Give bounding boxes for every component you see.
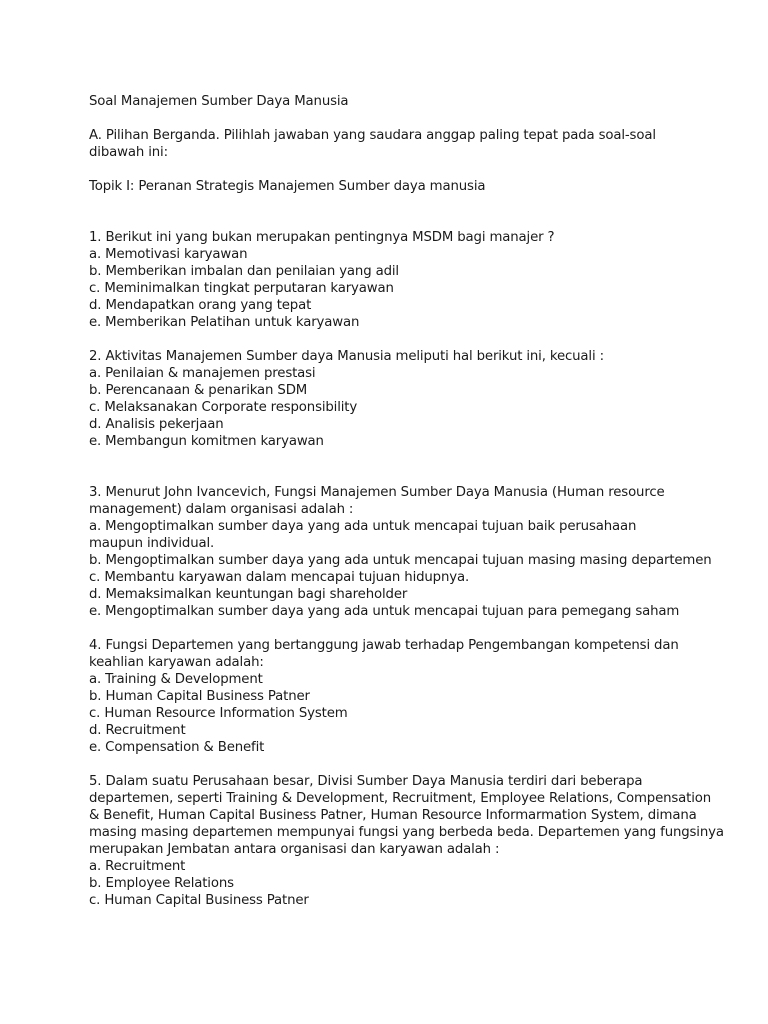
- answer-option: e. Membangun komitmen karyawan: [89, 434, 324, 449]
- answer-option: a. Memotivasi karyawan: [89, 247, 248, 262]
- answer-option: c. Membantu karyawan dalam mencapai tujuan hidupnya.: [89, 570, 470, 585]
- question-text: 1. Berikut ini yang bukan merupakan pentingnya MSDM bagi manajer ?: [89, 230, 555, 245]
- answer-option: d. Memaksimalkan keuntungan bagi shareholder: [89, 587, 408, 602]
- answer-option: b. Perencanaan & penarikan SDM: [89, 383, 308, 398]
- answer-option: d. Recruitment: [89, 723, 186, 738]
- answer-option: d. Mendapatkan orang yang tepat: [89, 298, 312, 313]
- question-text: keahlian karyawan adalah:: [89, 655, 264, 670]
- instruction-line: dibawah ini:: [89, 145, 168, 160]
- instruction-line: A. Pilihan Berganda. Pilihlah jawaban yang saudara anggap paling tepat pada soal-soal: [89, 128, 656, 143]
- answer-option: c. Meminimalkan tingkat perputaran karyawan: [89, 281, 394, 296]
- answer-option: e. Mengoptimalkan sumber daya yang ada untuk mencapai tujuan para pemegang saham: [89, 604, 680, 619]
- question-text: 5. Dalam suatu Perusahaan besar, Divisi Sumber Daya Manusia terdiri dari beberapa: [89, 774, 643, 789]
- question-4: [89, 637, 689, 756]
- question-text: 3. Menurut John Ivancevich, Fungsi Manajemen Sumber Daya Manusia (Human resource: [89, 485, 665, 500]
- question-text: 2. Aktivitas Manajemen Sumber daya Manusia meliputi hal berikut ini, kecuali :: [89, 349, 604, 364]
- answer-option: c. Human Capital Business Patner: [89, 893, 309, 908]
- answer-option: b. Human Capital Business Patner: [89, 689, 310, 704]
- question-text: 4. Fungsi Departemen yang bertanggung jawab terhadap Pengembangan kompetensi dan: [89, 638, 679, 653]
- question-text: masing masing departemen mempunyai fungsi yang berbeda beda. Departemen yang fungsinya: [89, 825, 724, 840]
- answer-option: a. Penilaian & manajemen prestasi: [89, 366, 316, 381]
- question-5: [89, 773, 724, 909]
- question-text: management) dalam organisasi adalah :: [89, 502, 354, 517]
- answer-option: e. Memberikan Pelatihan untuk karyawan: [89, 315, 360, 330]
- instructions: [89, 127, 689, 161]
- question-text: departemen, seperti Training & Development, Recruitment, Employee Relations, Compensation: [89, 791, 712, 806]
- answer-option: d. Analisis pekerjaan: [89, 417, 224, 432]
- answer-option: c. Human Resource Information System: [89, 706, 348, 721]
- question-text: merupakan Jembatan antara organisasi dan karyawan adalah :: [89, 842, 500, 857]
- answer-option: b. Memberikan imbalan dan penilaian yang adil: [89, 264, 399, 279]
- question-text: & Benefit, Human Capital Business Patner, Human Resource Informarmation System, dimana: [89, 808, 697, 823]
- answer-option: b. Mengoptimalkan sumber daya yang ada untuk mencapai tujuan masing masing departemen: [89, 553, 712, 568]
- document-content: [89, 93, 724, 909]
- answer-option: b. Employee Relations: [89, 876, 234, 891]
- answer-option: a. Training & Development: [89, 672, 263, 687]
- document-title: Soal Manajemen Sumber Daya Manusia: [89, 94, 349, 109]
- topic-heading: Topik I: Peranan Strategis Manajemen Sumber daya manusia: [89, 179, 486, 194]
- question-2: [89, 348, 689, 450]
- answer-option: maupun individual.: [89, 536, 215, 551]
- question-3: [89, 484, 712, 620]
- answer-option: c. Melaksanakan Corporate responsibility: [89, 400, 358, 415]
- answer-option: a. Mengoptimalkan sumber daya yang ada untuk mencapai tujuan baik perusahaan: [89, 519, 637, 534]
- answer-option: e. Compensation & Benefit: [89, 740, 265, 755]
- question-1: [89, 229, 689, 331]
- answer-option: a. Recruitment: [89, 859, 186, 874]
